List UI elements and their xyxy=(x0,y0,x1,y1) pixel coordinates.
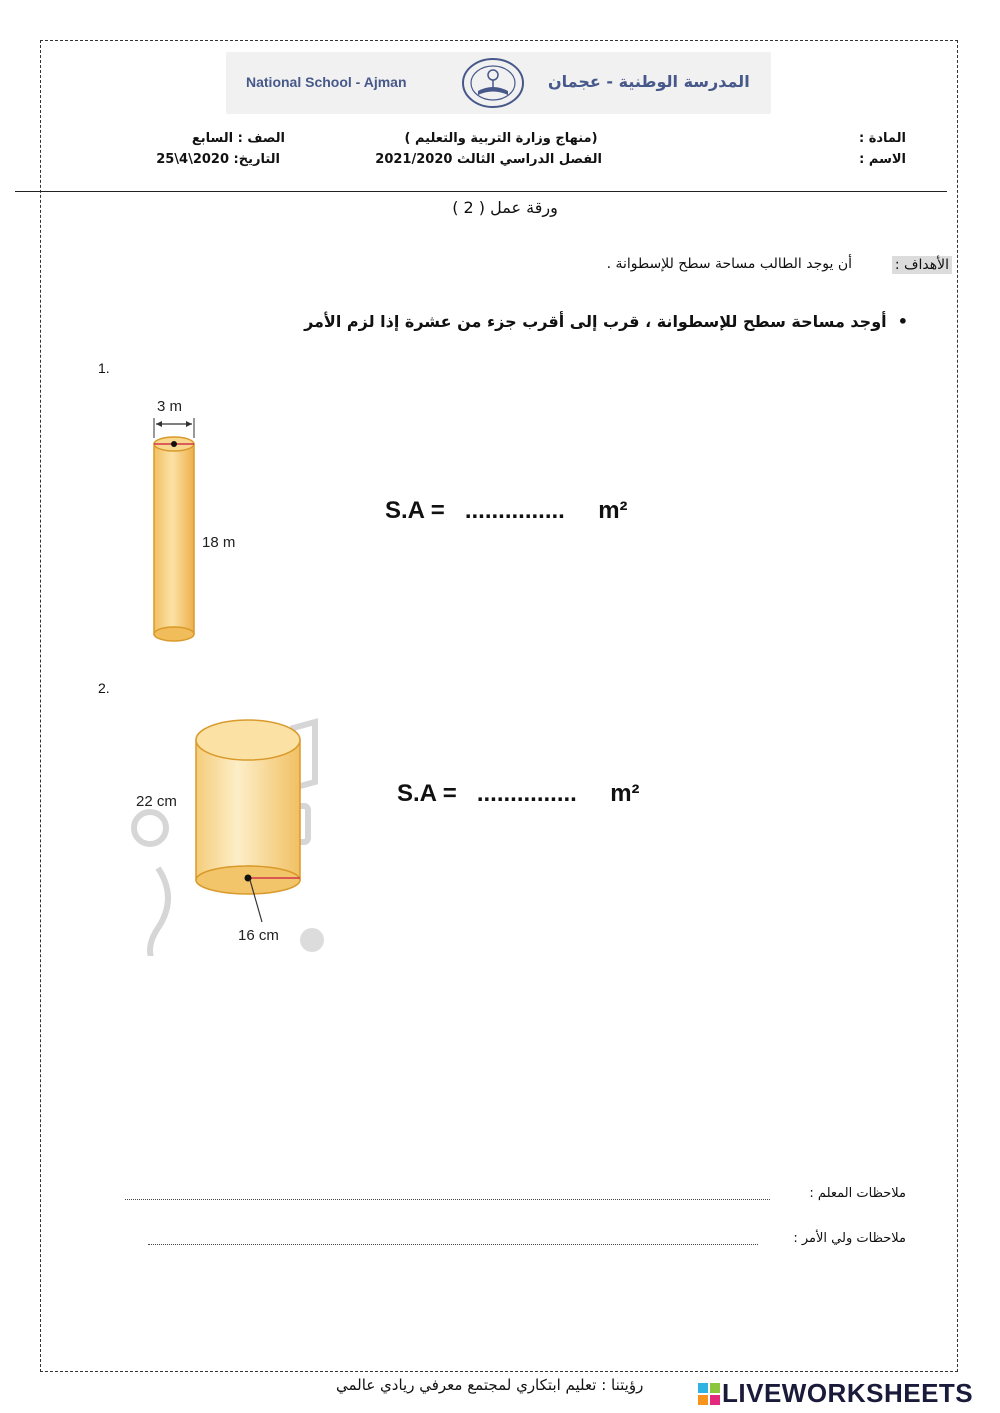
date-text: التاريخ: 2020\4\25 xyxy=(156,152,280,167)
answer-1-prefix: S.A = xyxy=(385,497,445,524)
liveworksheets-logo-icon xyxy=(698,1383,720,1407)
cylinder-1-height-label: 18 m xyxy=(202,534,236,551)
cylinder-2-top xyxy=(196,720,300,760)
teacher-notes-line[interactable] xyxy=(125,1199,770,1200)
answer-1 xyxy=(385,497,628,525)
answer-2 xyxy=(397,780,640,808)
school-logo-icon xyxy=(458,55,528,113)
instruction xyxy=(304,312,908,331)
answer-2-unit: m² xyxy=(610,780,640,807)
grade-text: الصف : السابع xyxy=(191,131,285,146)
answer-1-blank[interactable]: ............... xyxy=(464,497,565,524)
goals-label: الأهداف : xyxy=(892,256,952,274)
cylinder-2-diameter-label: 16 cm xyxy=(238,927,279,944)
parent-notes-label: ملاحظات ولي الأمر : xyxy=(793,1231,906,1246)
cylinder-2-body xyxy=(196,740,300,880)
worksheet-border xyxy=(40,40,958,1372)
problem-2-number: 2. xyxy=(98,680,110,696)
header-divider xyxy=(15,191,947,192)
parent-notes-line[interactable] xyxy=(148,1244,758,1245)
bullet: • xyxy=(886,312,908,331)
liveworksheets-brand[interactable]: LIVEWORKSHEETS xyxy=(722,1378,974,1408)
cylinder-1-body xyxy=(154,444,194,634)
teacher-notes-label: ملاحظات المعلم : xyxy=(809,1186,906,1201)
answer-1-unit: m² xyxy=(598,497,628,524)
cylinder-1-figure xyxy=(140,390,260,650)
answer-2-blank[interactable]: ............... xyxy=(476,780,577,807)
curriculum-text: (منهاج وزارة التربية والتعليم ) xyxy=(404,131,598,146)
name-label: الاسم : xyxy=(859,152,906,167)
term-text: الفصل الدراسي الثالث 2021/2020 xyxy=(375,152,602,167)
answer-2-prefix: S.A = xyxy=(397,780,457,807)
school-vision: رؤيتنا : تعليم ابتكاري لمجتمع معرفي ريادي عالمي xyxy=(336,1376,644,1394)
problem-1-number: 1. xyxy=(98,360,110,376)
subject-label: المادة : xyxy=(858,131,906,146)
school-name-en: National School - Ajman xyxy=(246,74,407,90)
school-name-ar: المدرسة الوطنية - عجمان xyxy=(548,72,750,91)
cylinder-2-height-label: 22 cm xyxy=(136,793,177,810)
instruction-text: أوجد مساحة سطح للإسطوانة ، قرب إلى أقرب جزء من عشرة إذا لزم الأمر xyxy=(304,312,887,331)
cylinder-2-figure xyxy=(128,708,324,956)
cylinder-1-diameter-label: 3 m xyxy=(157,398,183,415)
worksheet-title: ورقة عمل ( 2 ) xyxy=(452,198,558,217)
goals-text: أن يوجد الطالب مساحة سطح للإسطوانة . xyxy=(606,256,852,272)
